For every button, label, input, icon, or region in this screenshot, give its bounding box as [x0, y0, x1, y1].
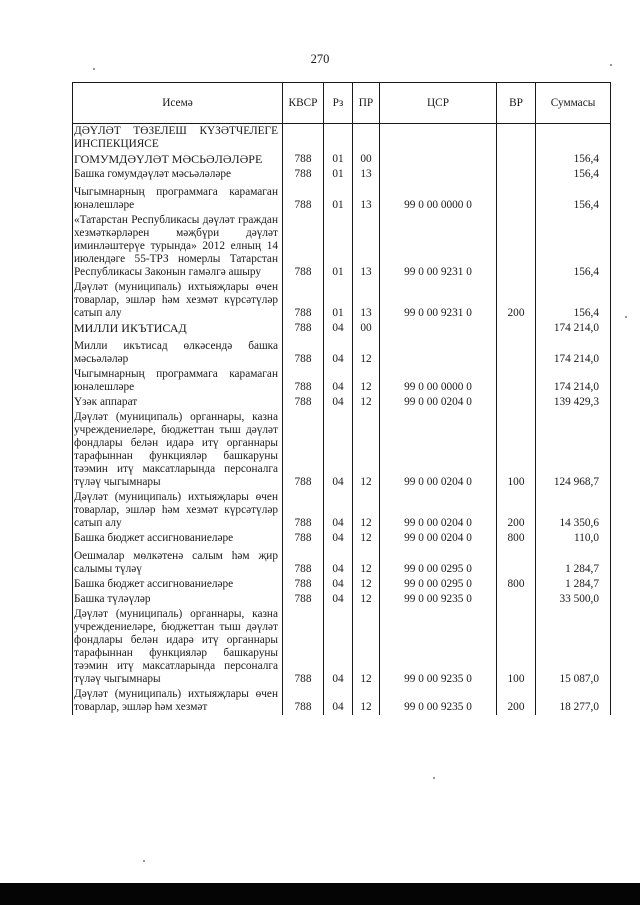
cell-pr: 12 — [353, 336, 380, 367]
cell-rz: 04 — [324, 607, 353, 687]
cell-csr — [380, 336, 497, 367]
cell-sum: 33 500,0 — [536, 592, 611, 607]
cell-vr — [497, 395, 536, 410]
cell-sum: 1 284,7 — [536, 546, 611, 577]
scan-speck — [625, 316, 627, 318]
table-row — [73, 182, 611, 213]
cell-csr — [380, 167, 497, 182]
cell-name: Дәүләт (муниципаль) ихтыяҗлары өчен товарлар, эшләр һәм хезмәт — [73, 687, 283, 715]
cell-vr: 100 — [497, 410, 536, 490]
cell-kvsr: 788 — [283, 490, 324, 531]
cell-sum: 174 214,0 — [536, 321, 611, 336]
cell-vr: 200 — [497, 490, 536, 531]
cell-name: Дәүләт (муниципаль) органнары, казна учреждениеләре, бюджеттан тыш дәүләт фондлары белән идарә итү органнары тарафыннан функцияләр башкаруны тәэмин итү максатларында персоналга түләү чыгымнары — [73, 607, 283, 687]
cell-csr: 99 0 00 9231 0 — [380, 213, 497, 280]
cell-name: Оешмалар мөлкәтенә салым һәм җир салымы түләү — [73, 546, 283, 577]
cell-sum — [536, 124, 611, 153]
cell-kvsr — [283, 124, 324, 153]
scan-edge-band — [0, 883, 640, 905]
cell-vr — [497, 367, 536, 395]
table-row — [73, 367, 611, 395]
column-header-rz: Рз — [324, 83, 353, 124]
cell-pr: 12 — [353, 577, 380, 592]
cell-pr: 13 — [353, 182, 380, 213]
cell-kvsr: 788 — [283, 213, 324, 280]
cell-sum: 156,4 — [536, 280, 611, 321]
cell-pr: 12 — [353, 395, 380, 410]
column-header-name: Исемә — [73, 83, 283, 124]
cell-pr: 12 — [353, 490, 380, 531]
table-row — [73, 531, 611, 546]
cell-rz: 01 — [324, 182, 353, 213]
cell-sum: 110,0 — [536, 531, 611, 546]
cell-sum: 156,4 — [536, 182, 611, 213]
cell-name: «Татарстан Республикасы дәүләт граждан хезмәткәрләрен мәҗбүри дәүләт иминләштерүе турында» 2012 елның 14 июлендәге 55-ТРЗ номерлы Татарстан Республикасы Законын гамәлгә ашыру — [73, 213, 283, 280]
cell-vr: 800 — [497, 531, 536, 546]
cell-pr: 12 — [353, 531, 380, 546]
cell-csr — [380, 124, 497, 153]
cell-csr: 99 0 00 0000 0 — [380, 367, 497, 395]
table-row — [73, 213, 611, 280]
cell-pr: 12 — [353, 607, 380, 687]
cell-vr: 200 — [497, 280, 536, 321]
cell-pr: 00 — [353, 152, 380, 167]
cell-sum: 124 968,7 — [536, 410, 611, 490]
table-row — [73, 336, 611, 367]
cell-name: ГОМУМДӘҮЛӘТ МӘСЬӘЛӘЛӘРЕ — [73, 152, 283, 167]
cell-csr — [380, 321, 497, 336]
cell-csr: 99 0 00 0204 0 — [380, 490, 497, 531]
cell-rz: 04 — [324, 410, 353, 490]
cell-pr: 12 — [353, 367, 380, 395]
cell-rz: 04 — [324, 687, 353, 715]
cell-sum: 1 284,7 — [536, 577, 611, 592]
cell-kvsr: 788 — [283, 687, 324, 715]
cell-pr: 12 — [353, 410, 380, 490]
cell-pr: 13 — [353, 280, 380, 321]
table-row — [73, 152, 611, 167]
table-row — [73, 167, 611, 182]
cell-kvsr: 788 — [283, 577, 324, 592]
cell-pr: 13 — [353, 167, 380, 182]
cell-csr — [380, 152, 497, 167]
cell-rz: 04 — [324, 490, 353, 531]
cell-kvsr: 788 — [283, 395, 324, 410]
cell-kvsr: 788 — [283, 280, 324, 321]
cell-vr — [497, 321, 536, 336]
cell-sum: 139 429,3 — [536, 395, 611, 410]
cell-rz: 01 — [324, 167, 353, 182]
cell-rz: 01 — [324, 213, 353, 280]
cell-pr — [353, 124, 380, 153]
cell-vr — [497, 182, 536, 213]
cell-rz: 04 — [324, 336, 353, 367]
cell-name: МИЛЛИ ИКЪТИСАД — [73, 321, 283, 336]
cell-csr: 99 0 00 9235 0 — [380, 592, 497, 607]
cell-rz: 04 — [324, 321, 353, 336]
cell-rz: 04 — [324, 395, 353, 410]
table-body — [73, 124, 611, 716]
cell-vr: 200 — [497, 687, 536, 715]
cell-vr — [497, 336, 536, 367]
column-header-pr: ПР — [353, 83, 380, 124]
cell-kvsr: 788 — [283, 152, 324, 167]
scan-speck — [93, 68, 95, 70]
cell-name: Үзәк аппарат — [73, 395, 283, 410]
cell-kvsr: 788 — [283, 592, 324, 607]
cell-pr: 12 — [353, 592, 380, 607]
cell-csr: 99 0 00 0295 0 — [380, 546, 497, 577]
cell-csr: 99 0 00 0204 0 — [380, 410, 497, 490]
cell-name: ДӘҮЛӘТ ТӨЗЕЛЕШ КҮЗӘТЧЕЛЕГЕ ИНСПЕКЦИЯСЕ — [73, 124, 283, 153]
scan-speck — [610, 64, 612, 66]
page-number: 270 — [310, 52, 330, 66]
cell-csr: 99 0 00 0204 0 — [380, 531, 497, 546]
cell-kvsr: 788 — [283, 167, 324, 182]
cell-pr: 12 — [353, 687, 380, 715]
cell-kvsr: 788 — [283, 531, 324, 546]
cell-rz: 04 — [324, 546, 353, 577]
cell-vr: 100 — [497, 607, 536, 687]
table-header-row — [73, 83, 611, 124]
cell-rz — [324, 124, 353, 153]
cell-pr: 12 — [353, 546, 380, 577]
cell-sum: 14 350,6 — [536, 490, 611, 531]
cell-rz: 01 — [324, 280, 353, 321]
table-row — [73, 124, 611, 153]
cell-csr: 99 0 00 0295 0 — [380, 577, 497, 592]
cell-rz: 04 — [324, 367, 353, 395]
cell-pr: 00 — [353, 321, 380, 336]
cell-csr: 99 0 00 9235 0 — [380, 687, 497, 715]
cell-name: Башка гомумдәүләт мәсьәләләре — [73, 167, 283, 182]
cell-sum: 156,4 — [536, 213, 611, 280]
cell-kvsr: 788 — [283, 321, 324, 336]
cell-name: Чыгымнарның программага карамаган юнәлешләре — [73, 367, 283, 395]
table-row — [73, 490, 611, 531]
cell-rz: 04 — [324, 592, 353, 607]
cell-csr: 99 0 00 0000 0 — [380, 182, 497, 213]
cell-vr — [497, 167, 536, 182]
cell-kvsr: 788 — [283, 546, 324, 577]
cell-kvsr: 788 — [283, 607, 324, 687]
cell-sum: 174 214,0 — [536, 336, 611, 367]
cell-rz: 04 — [324, 531, 353, 546]
cell-vr — [497, 592, 536, 607]
cell-kvsr: 788 — [283, 182, 324, 213]
cell-name: Дәүләт (муниципаль) органнары, казна учреждениеләре, бюджеттан тыш дәүләт фондлары белән идарә итү органнары тарафыннан функцияләр башкаруны тәэмин итү максатларында персоналга түләү чыгымнары — [73, 410, 283, 490]
scan-speck — [433, 777, 435, 779]
cell-csr: 99 0 00 0204 0 — [380, 395, 497, 410]
column-header-csr: ЦСР — [380, 83, 497, 124]
cell-name: Башка бюджет ассигнованиеләре — [73, 531, 283, 546]
table-row — [73, 592, 611, 607]
table-row — [73, 607, 611, 687]
cell-kvsr: 788 — [283, 367, 324, 395]
cell-name: Дәүләт (муниципаль) ихтыяҗлары өчен товарлар, эшләр һәм хезмәт күрсәтүләр сатып алу — [73, 280, 283, 321]
column-header-vr: ВР — [497, 83, 536, 124]
cell-sum: 156,4 — [536, 167, 611, 182]
cell-sum: 15 087,0 — [536, 607, 611, 687]
cell-rz: 04 — [324, 577, 353, 592]
cell-name: Милли икътисад өлкәсендә башка мәсьәләләр — [73, 336, 283, 367]
column-header-kvsr: КВСР — [283, 83, 324, 124]
table-row — [73, 395, 611, 410]
cell-kvsr: 788 — [283, 336, 324, 367]
cell-vr — [497, 152, 536, 167]
table-row — [73, 410, 611, 490]
cell-csr: 99 0 00 9235 0 — [380, 607, 497, 687]
cell-name: Дәүләт (муниципаль) ихтыяҗлары өчен товарлар, эшләр һәм хезмәт күрсәтүләр сатып алу — [73, 490, 283, 531]
table-row — [73, 280, 611, 321]
cell-rz: 01 — [324, 152, 353, 167]
column-header-sum: Суммасы — [536, 83, 611, 124]
cell-sum: 174 214,0 — [536, 367, 611, 395]
cell-vr — [497, 213, 536, 280]
table-row — [73, 546, 611, 577]
table-row — [73, 687, 611, 715]
table-row — [73, 577, 611, 592]
cell-sum: 18 277,0 — [536, 687, 611, 715]
cell-name: Чыгымнарның программага карамаган юнәлешләре — [73, 182, 283, 213]
cell-vr — [497, 546, 536, 577]
budget-table — [72, 82, 611, 715]
cell-pr: 13 — [353, 213, 380, 280]
cell-name: Башка бюджет ассигнованиеләре — [73, 577, 283, 592]
scan-speck — [143, 860, 145, 862]
cell-kvsr: 788 — [283, 410, 324, 490]
cell-name: Башка түләүләр — [73, 592, 283, 607]
cell-sum: 156,4 — [536, 152, 611, 167]
table-row — [73, 321, 611, 336]
cell-vr: 800 — [497, 577, 536, 592]
cell-vr — [497, 124, 536, 153]
cell-csr: 99 0 00 9231 0 — [380, 280, 497, 321]
